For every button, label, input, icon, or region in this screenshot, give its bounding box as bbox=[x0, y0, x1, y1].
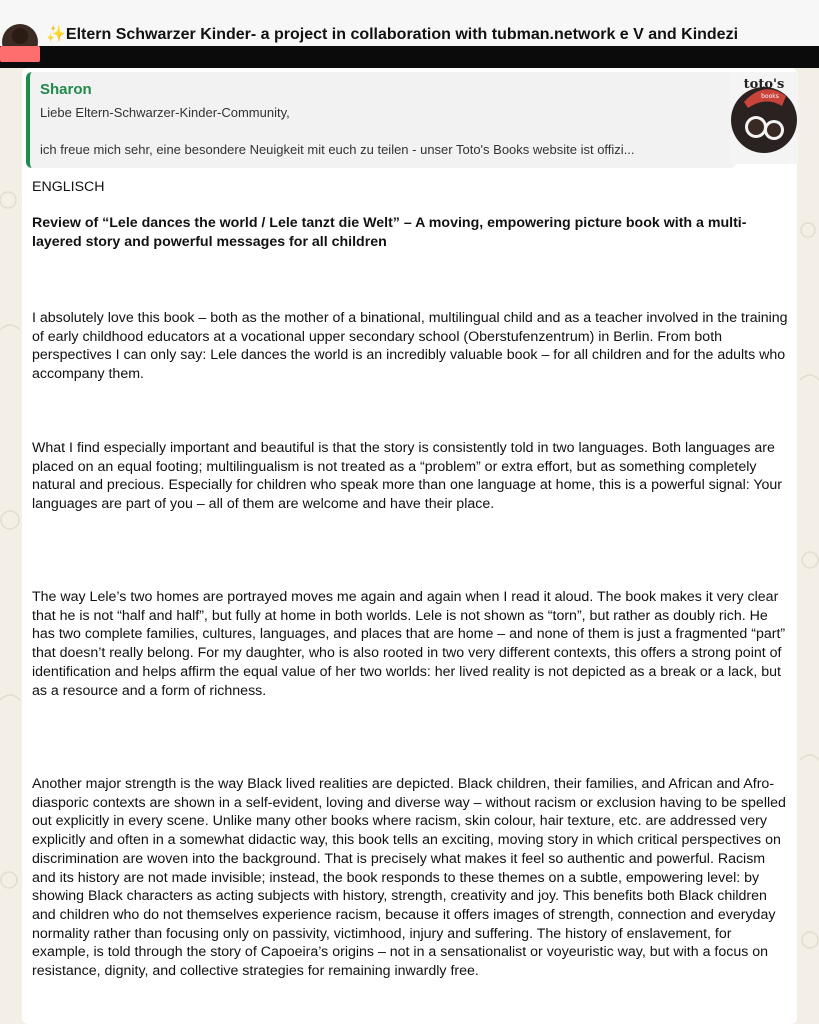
svg-text:toto's: toto's bbox=[743, 77, 785, 92]
paragraph-4: Another major strength is the way Black lived realities are depicted. Black children, their families, and African and Afro-diasporic contexts are shown in a self-evident, loving and diverse way – without racism or exclusion having to be spelled out explicitly in every scene. Unlike many other books where racism, skin colour, hair texture, etc. are addressed very explicitly and often in a somewhat didactic way, this book tells an exciting, moving story in which critical perspectives on discrimination are woven into the background. That is precisely what makes it feel so authentic and powerful. Racism and its history are not made invisible; instead, the book responds to these themes on a subtle, empowering level: by showing Black characters as acting subjects with history, strength, creativity and joy. This benefits both Black children and children who do not themselves experience racism, because it offers images of strength, connection and everyday normality rather than focusing only on passivity, victimhood, injury and suffering. The history of enslavement, for example, is told through the story of Capoeira’s origins – not in a sensationalist or voyeuristic way, but with a focus on resistance, dignity, and collective strategies for remaining inwardly free. bbox=[32, 776, 786, 980]
quote-author: Sharon bbox=[40, 81, 92, 98]
language-label: ENGLISCH bbox=[32, 179, 105, 195]
svg-text:books: books bbox=[761, 93, 779, 100]
group-title-text: Eltern Schwarzer Kinder- a project in collaboration with tubman.network e V and Kindezi bbox=[65, 26, 739, 43]
quoted-reply[interactable] bbox=[26, 72, 736, 168]
totos-books-logo bbox=[730, 72, 798, 164]
group-title[interactable] bbox=[46, 24, 738, 44]
quote-preview: ich freue mich sehr, eine besondere Neuigkeit mit euch zu teilen - unser Toto's Books website ist offizi... bbox=[40, 142, 635, 157]
quote-greeting: Liebe Eltern-Schwarzer-Kinder-Community, bbox=[40, 105, 290, 120]
sparkle-icon: ✨ bbox=[46, 26, 66, 43]
avatar-label-tag bbox=[0, 46, 40, 62]
paragraph-1: I absolutely love this book – both as the mother of a binational, multilingual child and as a teacher involved in the training of early childhood educators at a vocational upper secondary school (Oberstufenzentrum) in Berlin. From both perspectives I can only say: Lele dances the world is an incredibly valuable book – for all children and for the adults who accompany them. bbox=[32, 310, 788, 383]
header-divider-bar bbox=[0, 46, 819, 68]
quote-thumbnail[interactable] bbox=[730, 72, 798, 164]
paragraph-3: The way Lele’s two homes are portrayed moves me again and again when I read it aloud. The book makes it very clear that he is not “half and half”, but fully at home in both worlds. Lele is not shown as “torn”, but rather as doubly rich. He has two complete families, cultures, languages, and places that are home – and none of them is just a fragmented “part” that doesn’t really belong. For my daughter, who is also rooted in two very different contexts, this offers a strong point of identification and helps affirm the equal value of her two worlds: her lived reality is not depicted as a break or a lack, but as a resource and a form of richness. bbox=[32, 589, 786, 699]
paragraph-2: What I find especially important and beautiful is that the story is consistently told in two languages. Both languages are placed on an equal footing; multilingualism is not treated as a “problem” or extra effort, but as something completely natural and precious. Especially for children who speak more than one language at home, this is a powerful signal: Your languages are part of you – all of them are welcome and have their place. bbox=[32, 440, 783, 513]
review-heading: Review of “Lele dances the world / Lele tanzt die Welt” – A moving, empowering picture book with a multi-layered story and powerful messages for all children bbox=[32, 215, 747, 250]
